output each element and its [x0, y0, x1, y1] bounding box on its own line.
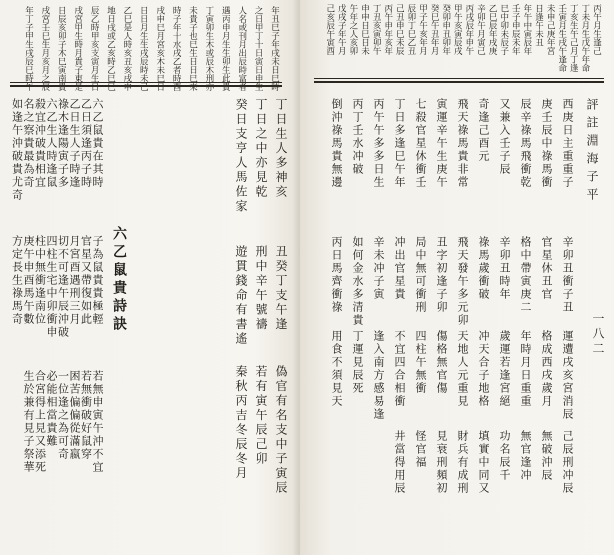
left-top-col-8: 戌申巳月宮亥木未巳日 [154, 6, 165, 91]
left-top-col-6: 未貴子也巳生日日巳來 [187, 6, 198, 91]
left-lower-verse-18: 若無衝破好鼠穿 [79, 370, 93, 461]
right-verse-23: 如何金水多清貴 [351, 236, 364, 327]
right-verse-16: 辛卯丑時年 [498, 236, 511, 301]
left-lower-verse-11: 月宮酉遇刑三月 [68, 235, 81, 326]
left-upper-verse-7: 偽官有名支中子寅辰 [274, 365, 288, 496]
right-verse-36: 用食不須見天 [330, 330, 343, 408]
right-top-col-12: 丙戌辰年申午 [463, 4, 474, 55]
right-top-col-8: 壬子申辰未年 [510, 4, 521, 55]
left-top-col-10: 乙巳是人時亥丑亥戌申 [121, 6, 132, 91]
right-verse-28: 歲運若逢宮絕 [498, 330, 511, 408]
left-top-col-4: 遇丙申月生生卯生此貴 [220, 6, 231, 91]
left-top-col-11: 地日戌或乙亥時乙巳巳 [105, 6, 116, 91]
right-verse-25: 運遭戌亥宮消辰 [561, 330, 574, 421]
right-top-col-17: 辰卯丁巳乙丑 [405, 4, 416, 55]
left-top-rule-thick [10, 85, 282, 87]
right-top-col-1: 丙午月生逢己 [591, 4, 602, 55]
right-verse-20: 局中無可衝刑 [414, 236, 427, 314]
left-lower-verse-3: 乙日生人子時逢 [68, 98, 81, 189]
right-top-col-3: 丁亥生午己月丁逢 [568, 4, 579, 72]
right-top-col-11: 辛卯午月寅己 [475, 4, 486, 55]
left-lower-verse-8: 如逢午沖破貴尤奇 [10, 98, 24, 202]
left-upper-verse-9: 秦秋丙吉冬辰冬月 [234, 365, 248, 481]
left-top-col-1: 年丑巳子年戌未日巳時 [269, 6, 280, 91]
left-upper-verse-1: 丁日生人多神亥 [274, 98, 288, 200]
right-verse-42: 財兵有成刑 [456, 430, 469, 495]
right-verse-9: 丁日多逢巳午年 [393, 98, 406, 189]
left-lower-verse-23: 生於兼有見子祭華 [22, 370, 35, 474]
right-verse-39: 無官逢冲 [519, 430, 532, 482]
left-top-col-13: 戌宮甲生時月貴子東是 [72, 6, 83, 91]
right-verse-34: 逢入南方感易逢 [372, 330, 385, 421]
left-lower-verse-17: 若無申寅午沖不宜 [91, 370, 104, 474]
right-verse-35: 丁運見辰死 [351, 330, 364, 395]
left-top-rule [10, 82, 282, 83]
right-top-col-2: 丁未月生戊午年命 [579, 4, 590, 72]
left-upper-verse-4: 丑癸丁支午逢 [274, 245, 288, 332]
page-number: 一八二 [591, 312, 605, 357]
left-lower-verse-22: 合宮得上見又添死 [33, 370, 47, 474]
left-top-col-9: 日日月生生戌辰時未己 [138, 6, 149, 91]
left-top-col-3: 人名或刊月出辰時富者 [236, 6, 247, 91]
right-verse-22: 辛未冲子寅 [372, 236, 385, 301]
right-verse-26: 格成西戌歲月 [540, 330, 553, 408]
right-verse-32: 四柱午無衝 [414, 330, 427, 395]
right-verse-7: 寅運辛午生庚午 [435, 98, 448, 189]
right-verse-18: 飛天發午多元卯 [456, 236, 469, 327]
left-upper-verse-6: 遊貫錢命有書遙 [234, 245, 248, 347]
right-verse-11: 丙丁壬水冲破 [351, 98, 364, 176]
right-verse-45: 井當得用辰 [393, 430, 406, 495]
left-lower-verse-7: 名之察貴最為奇 [22, 98, 35, 189]
right-top-col-18: 己丑申巳未辰 [394, 4, 405, 55]
right-verse-41: 填實中同又 [477, 430, 490, 495]
right-top-col-7: 年午中寅辰年 [521, 4, 532, 55]
right-verse-6: 飛天祿馬貴非常 [456, 98, 469, 189]
right-top-col-24: 己亥辰午寅酉 [324, 4, 335, 55]
left-top-col-15: 戌宮壬巳生月亥月之辰 [39, 6, 50, 91]
right-top-col-23: 戊戌子年午月 [336, 4, 347, 55]
right-verse-38: 無破沖辰 [540, 430, 553, 482]
right-verse-21: 冲出官星貴 [393, 236, 406, 301]
right-page [300, 0, 614, 555]
right-top-col-9: 巳中卯未辰子 [498, 4, 509, 55]
right-verse-29: 冲天合子地格 [477, 330, 490, 408]
left-upper-verse-3: 癸日支亨人馬佐家 [234, 98, 248, 214]
right-top-col-22: 午年之人亥卯 [347, 4, 358, 55]
left-lower-verse-19: 困苦偏偏從滿嬴 [68, 370, 81, 461]
left-lower-verse-10: 官星又帶復如此 [79, 235, 93, 326]
left-upper-verse-5: 刑中辛午號禱 [254, 245, 268, 332]
right-verse-31: 傷格無官傷 [435, 330, 448, 395]
right-verse-4: 又兼入壬子辰 [498, 98, 511, 176]
right-top-col-19: 丙午申年亥年 [382, 4, 393, 55]
left-lower-verse-6: 殺宜沖破貴相宜 [33, 98, 47, 189]
left-upper-verse-8: 若有寅午辰己卯 [254, 365, 268, 467]
right-top-col-5: 未申己庚年宮 [545, 4, 556, 55]
left-top-col-16: 年丁子甲生戌辰巳時午 [23, 6, 34, 91]
right-top-col-14: 癸卯申丑卯年 [440, 4, 451, 55]
right-top-col-21: 申申日巳日未 [359, 4, 370, 55]
right-verse-12: 倒沖祿馬貴無邊 [330, 98, 343, 189]
left-lower-verse-16: 方定長生祿馬奇 [10, 235, 24, 326]
right-top-col-4: 壬寅月生戌午逢命 [556, 4, 567, 72]
left-lower-verse-20: 一位逢之為可奇 [56, 370, 70, 461]
right-verse-3: 辰辛祿馬飛衝乾 [519, 98, 532, 189]
right-top-col-15: 癸巳午丑年月 [429, 4, 440, 55]
right-verse-5: 奇逢己酉元 [477, 98, 490, 163]
left-section-heading: 六乙鼠貴詩訣 [111, 226, 127, 334]
right-top-col-13: 甲午亥寅辰戌 [452, 4, 463, 55]
left-upper-verse-2: 丁日之中亦見乾 [254, 98, 268, 200]
left-lower-verse-4: 祿木逢陽寅子多 [56, 98, 70, 189]
right-verse-30: 天地人元重見 [456, 330, 469, 408]
left-lower-verse-13: 四柱生宅中卯衝申 [45, 235, 58, 339]
right-verse-8: 七殺官星休衝壬 [414, 98, 427, 189]
left-page [0, 0, 300, 555]
right-verse-24: 丙日馬齊衝祿 [330, 236, 343, 314]
right-top-col-6: 日逢午未丑 [533, 4, 544, 47]
right-verse-14: 官星休丑官 [540, 236, 553, 301]
right-verse-33: 不宜四合相衝 [393, 330, 406, 408]
right-verse-40: 功名辰千 [498, 430, 511, 482]
left-top-col-12: 辰乙時甲亥支寅月生日 [89, 6, 100, 91]
right-verse-19: 丑字初逢子卯 [435, 236, 448, 314]
right-verse-15: 格中帶寅庚二 [519, 236, 532, 314]
right-top-rule [314, 78, 604, 79]
left-lower-verse-15: 庚午申酉馬午數 [22, 235, 35, 326]
right-verse-2: 庚壬辰中祿馬衝 [540, 98, 553, 189]
left-lower-verse-21: 必能相當貴難 [45, 370, 58, 448]
right-verse-1: 西庚日主重重子 [561, 98, 574, 189]
right-top-col-20: 丁丑亥寅卯午 [371, 4, 382, 55]
right-verse-43: 見衰刑頻初 [435, 430, 448, 495]
left-top-col-5: 丁寅卯生木或辰木刑亦 [203, 6, 214, 91]
left-lower-verse-5: 六乙生人時逢鼠 [45, 98, 58, 189]
right-top-col-16: 甲子午亥年月 [417, 4, 428, 55]
left-top-col-14: 日辰亥卯子木巳寅南貴 [56, 6, 67, 91]
left-lower-verse-2: 乙日須逢丙子時 [79, 98, 93, 189]
left-lower-verse-12: 切不可逢午辰沖破 [56, 235, 70, 339]
right-verse-13: 辛卯丑衝子丑 [561, 236, 574, 314]
right-verse-17: 祿馬歲衝破 [477, 236, 490, 301]
right-top-col-10: 乙巳辰年戌庚 [487, 4, 498, 55]
right-top-rule-thick [314, 81, 604, 83]
left-top-col-7: 時子年十水戌乙者時酉 [171, 6, 182, 91]
page-running-title: 評註淵海子平 [585, 98, 599, 206]
right-verse-27: 年時月日重重 [519, 330, 532, 408]
right-verse-44: 怪官福 [414, 430, 427, 469]
left-top-col-2: 之日甲丁十日寅日申生 [253, 6, 264, 91]
left-lower-verse-14: 柱中無衝逢南位 [33, 235, 47, 326]
right-verse-10: 丙午午多多日生 [372, 98, 385, 189]
left-lower-verse-1: 六乙鼠貴在其時 [91, 98, 104, 189]
left-lower-verse-9: 子為鼠貴貴極輕 [91, 235, 104, 326]
right-verse-37: 己辰刑冲辰 [561, 430, 574, 495]
